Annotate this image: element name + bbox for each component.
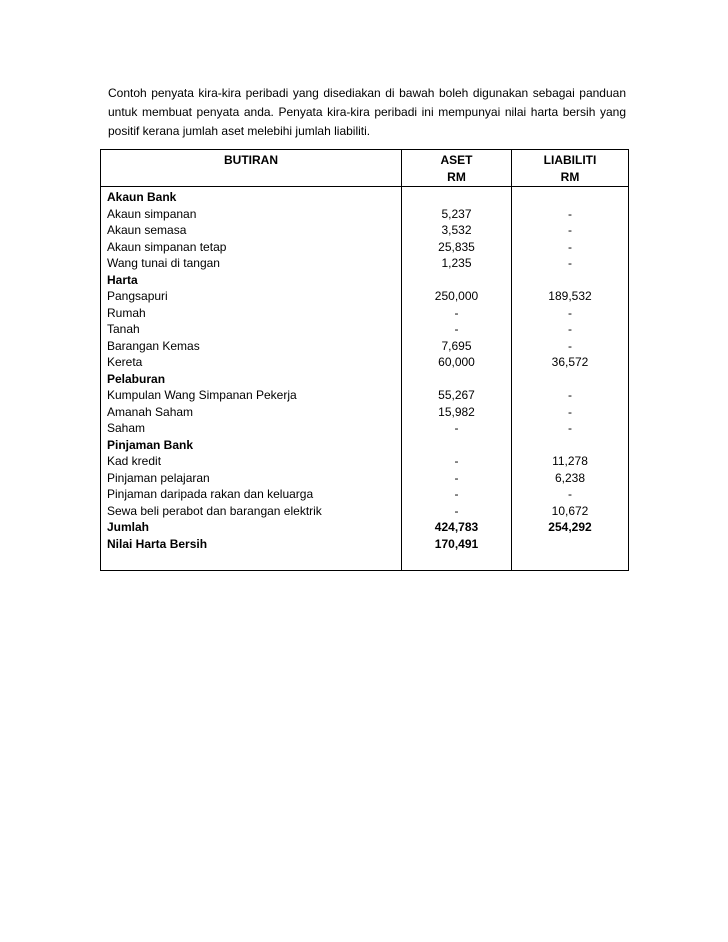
table-row — [101, 387, 629, 404]
row-label: Pinjaman pelajaran — [101, 470, 402, 487]
row-label: Rumah — [101, 305, 402, 322]
row-label: Akaun simpanan — [101, 206, 402, 223]
row-aset-value: 55,267 — [402, 387, 512, 404]
row-liabiliti-value: - — [512, 305, 629, 322]
header-aset — [402, 150, 512, 187]
row-liabiliti-value: - — [512, 255, 629, 272]
row-aset-value: - — [402, 305, 512, 322]
row-label: Pinjaman Bank — [101, 437, 402, 454]
row-label: Nilai Harta Bersih — [101, 536, 402, 553]
table-row — [101, 437, 629, 454]
row-liabiliti-value: 189,532 — [512, 288, 629, 305]
row-aset-value: - — [402, 503, 512, 520]
row-label: Wang tunai di tangan — [101, 255, 402, 272]
table-row — [101, 305, 629, 322]
table-row — [101, 239, 629, 256]
row-liabiliti-value: 10,672 — [512, 503, 629, 520]
row-liabiliti-value: - — [512, 420, 629, 437]
row-aset-value: 5,237 — [402, 206, 512, 223]
row-label: Akaun simpanan tetap — [101, 239, 402, 256]
row-liabiliti-value: - — [512, 387, 629, 404]
row-liabiliti-value — [512, 437, 629, 454]
table-bottom-spacer — [101, 552, 629, 571]
row-aset-value — [402, 187, 512, 206]
row-label: Pelaburan — [101, 371, 402, 388]
row-liabiliti-value: - — [512, 338, 629, 355]
row-liabiliti-value: - — [512, 239, 629, 256]
row-liabiliti-value: - — [512, 222, 629, 239]
table-row — [101, 536, 629, 553]
row-label: Pangsapuri — [101, 288, 402, 305]
row-label: Harta — [101, 272, 402, 289]
header-aset-unit: RM — [447, 169, 466, 184]
table-row — [101, 470, 629, 487]
table-row — [101, 453, 629, 470]
row-aset-value: 60,000 — [402, 354, 512, 371]
row-label: Amanah Saham — [101, 404, 402, 421]
row-aset-value: 1,235 — [402, 255, 512, 272]
row-aset-value — [402, 371, 512, 388]
table-row — [101, 486, 629, 503]
header-butiran-label: BUTIRAN — [224, 153, 278, 167]
row-aset-value: 3,532 — [402, 222, 512, 239]
row-liabiliti-value: 254,292 — [512, 519, 629, 536]
row-liabiliti-value: 36,572 — [512, 354, 629, 371]
table-row — [101, 404, 629, 421]
row-label: Tanah — [101, 321, 402, 338]
row-aset-value: - — [402, 470, 512, 487]
header-liabiliti-unit: RM — [560, 169, 580, 184]
row-label: Akaun semasa — [101, 222, 402, 239]
table-row — [101, 519, 629, 536]
row-liabiliti-value — [512, 536, 629, 553]
row-aset-value: 25,835 — [402, 239, 512, 256]
row-liabiliti-value: - — [512, 486, 629, 503]
table-row — [101, 255, 629, 272]
row-aset-value: 7,695 — [402, 338, 512, 355]
row-liabiliti-value: - — [512, 206, 629, 223]
table-row — [101, 187, 629, 206]
row-aset-value — [402, 272, 512, 289]
row-label: Kad kredit — [101, 453, 402, 470]
row-aset-value: - — [402, 453, 512, 470]
row-label: Kumpulan Wang Simpanan Pekerja — [101, 387, 402, 404]
row-aset-value: - — [402, 486, 512, 503]
table-row — [101, 503, 629, 520]
personal-balance-sheet-table — [100, 149, 629, 571]
header-liabiliti-label: LIABILITI — [543, 153, 597, 167]
row-aset-value: 250,000 — [402, 288, 512, 305]
table-header-row — [101, 150, 629, 187]
row-label: Jumlah — [101, 519, 402, 536]
spacer-cell — [101, 552, 402, 571]
row-liabiliti-value — [512, 272, 629, 289]
header-aset-label: ASET — [440, 153, 473, 167]
row-aset-value — [402, 437, 512, 454]
table-row — [101, 354, 629, 371]
row-aset-value: - — [402, 420, 512, 437]
row-liabiliti-value: - — [512, 404, 629, 421]
table-row — [101, 272, 629, 289]
spacer-cell — [402, 552, 512, 571]
row-aset-value: 15,982 — [402, 404, 512, 421]
table-row — [101, 288, 629, 305]
table-row — [101, 321, 629, 338]
row-liabiliti-value: 6,238 — [512, 470, 629, 487]
row-aset-value: 170,491 — [402, 536, 512, 553]
row-liabiliti-value: - — [512, 321, 629, 338]
table-row — [101, 222, 629, 239]
intro-paragraph: Contoh penyata kira-kira peribadi yang disediakan di bawah boleh digunakan sebagai panduan untuk membuat penyata anda. Penyata kira-kira peribadi ini mempunyai nilai harta bersih yang positif kerana jumlah aset melebihi jumlah liabiliti. — [108, 86, 626, 138]
table-body — [101, 187, 629, 571]
row-aset-value: 424,783 — [402, 519, 512, 536]
row-liabiliti-value — [512, 187, 629, 206]
row-label: Kereta — [101, 354, 402, 371]
row-label: Pinjaman daripada rakan dan keluarga — [101, 486, 402, 503]
table-row — [101, 371, 629, 388]
row-label: Sewa beli perabot dan barangan elektrik — [101, 503, 402, 520]
table-row — [101, 420, 629, 437]
row-liabiliti-value: 11,278 — [512, 453, 629, 470]
row-aset-value: - — [402, 321, 512, 338]
table-row — [101, 338, 629, 355]
row-label: Barangan Kemas — [101, 338, 402, 355]
row-label: Akaun Bank — [101, 187, 402, 206]
header-liabiliti — [512, 150, 629, 187]
row-label: Saham — [101, 420, 402, 437]
row-liabiliti-value — [512, 371, 629, 388]
header-butiran — [101, 150, 402, 187]
table-row — [101, 206, 629, 223]
spacer-cell — [512, 552, 629, 571]
